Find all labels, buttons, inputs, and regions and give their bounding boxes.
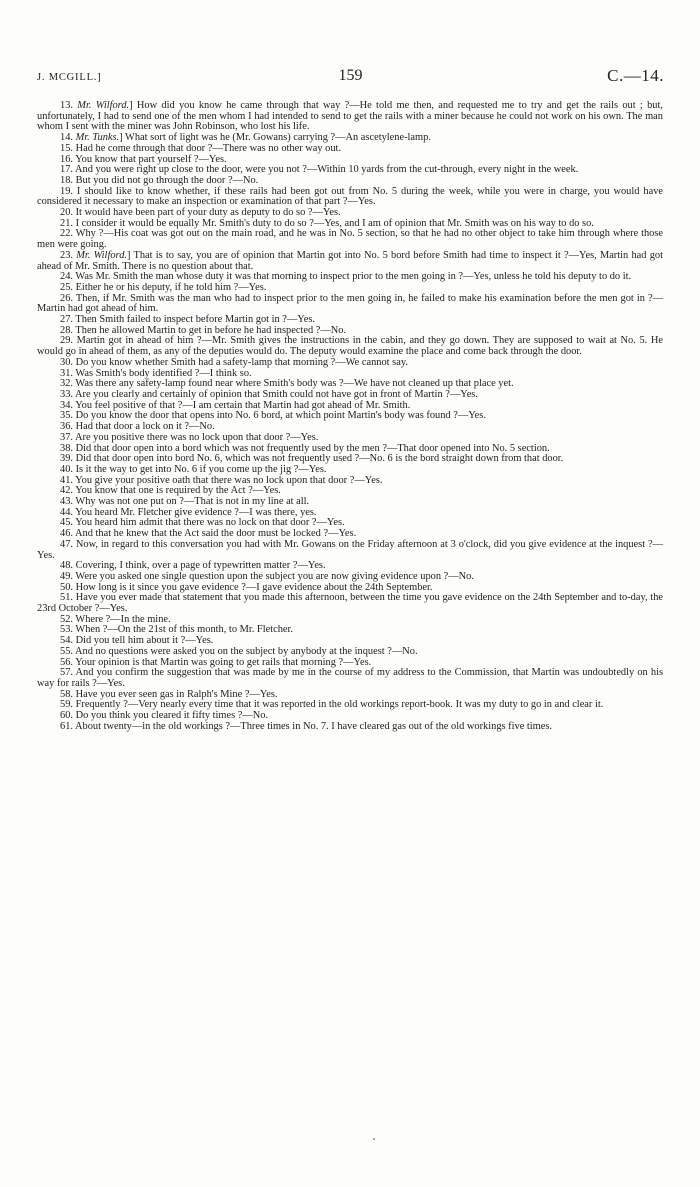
question-18: 18. But you did not go through the door ?—No. [60, 174, 259, 186]
document-reference: C.—14. [607, 66, 664, 85]
question-41: 41. You give your positive oath that there was no lock upon that door ?—Yes. [60, 474, 383, 486]
question-35: 35. Do you know the door that opens into No. 6 bord, at which point Martin's body was found ?—Yes. [60, 410, 486, 422]
question-32: 32. Was there any safety-lamp found near where Smith's body was ?—We have not cleaned up that place yet. [60, 378, 514, 390]
question-60: 60. Do you think you cleared it fifty times ?—No. [60, 710, 269, 722]
question-26: 26. Then, if Mr. Smith was the man who had to inspect prior to the men going in, he failed to make his examination before the men got in ?—Martin had got ahead of him. [37, 292, 663, 315]
question-13: 13. Mr. Wilford.] How did you know he came through that way ?—He told me then, and requested me to try and get the rails out ; but, unfortunately, I had to send one of the men whom I had intended to send to get the rails with a miner because he could not work on his own. The man whom I sent with the miner was John Robinson, who lost his life. [37, 100, 663, 133]
question-52: 52. Where ?—In the mine. [60, 613, 171, 625]
question-56: 56. Your opinion is that Martin was going to get rails that morning ?—Yes. [60, 656, 372, 668]
question-36: 36. Had that door a lock on it ?—No. [60, 421, 215, 433]
question-16: 16. You know that part yourself ?—Yes. [60, 153, 227, 165]
question-48: 48. Covering, I think, over a page of typewritten matter ?—Yes. [60, 560, 326, 572]
question-22: 22. Why ?—His coat was got out on the main road, and he was in No. 5 section, so that he had no other object to take him through where those men were going. [37, 228, 663, 251]
question-45: 45. You heard him admit that there was no lock on that door ?—Yes. [60, 517, 345, 529]
speaker-name: Mr. Wilford. [77, 100, 130, 111]
question-50: 50. How long is it since you gave evidence ?—I gave evidence about the 24th September. [60, 581, 433, 593]
question-34: 34. You feel positive of that ?—I am certain that Martin had got ahead of Mr. Smith. [60, 399, 411, 411]
question-24: 24. Was Mr. Smith the man whose duty it was that morning to inspect prior to the men going in ?—Yes, unless he told his deputy to do it. [60, 271, 632, 283]
question-27: 27. Then Smith failed to inspect before Martin got in ?—Yes. [60, 314, 316, 326]
question-17: 17. And you were right up close to the door, were you not ?—Within 10 yards from the cut-through, every night in the week. [60, 164, 579, 176]
question-14: 14. Mr. Tunks.] What sort of light was he (Mr. Gowans) carrying ?—An ascetylene-lamp. [60, 132, 431, 144]
question-33: 33. Are you clearly and certainly of opinion that Smith could not have got in front of Martin ?—Yes. [60, 388, 478, 400]
question-29: 29. Martin got in ahead of him ?—Mr. Smith gives the instructions in the cabin, and they go down. They are supposed to wait at No. 5. He would go in ahead of them, as any of the deputies would do. The deputy would examine the place and come back through the door. [37, 335, 663, 358]
question-46: 46. And that he knew that the Act said the door must be locked ?—Yes. [60, 528, 357, 540]
question-53: 53. When ?—On the 21st of this month, to Mr. Fletcher. [60, 624, 293, 636]
speaker-name: Mr. Tunks. [75, 132, 120, 144]
question-25: 25. Either he or his deputy, if he told him ?—Yes. [60, 281, 267, 293]
testimony-body [37, 101, 663, 732]
speaker-name: Mr. Wilford. [76, 249, 127, 261]
question-30: 30. Do you know whether Smith had a safety-lamp that morning ?—We cannot say. [60, 356, 408, 368]
question-51: 51. Have you ever made that statement that you made this afternoon, between the time you gave evidence on the 24th September and to-day, the 23rd October ?—Yes. [37, 592, 663, 615]
question-44: 44. You heard Mr. Fletcher give evidence ?—I was there, yes. [60, 506, 317, 518]
question-59: 59. Frequently ?—Very nearly every time that it was reported in the old workings report-book. It was my duty to go in and clear it. [60, 699, 604, 711]
question-20: 20. It would have been part of your duty as deputy to do so ?—Yes. [60, 207, 341, 219]
question-57: 57. And you confirm the suggestion that was made by me in the course of my address to the Commission, that Martin was undoubtedly on his way for rails ?—Yes. [37, 667, 663, 689]
question-61: 61. About twenty—in the old workings ?—Three times in No. 7. I have cleared gas out of the old workings five times. [60, 720, 553, 732]
question-39: 39. Did that door open into bord No. 6, which was not frequently used ?—No. 6 is the bord straight down from that door. [60, 453, 564, 465]
question-54: 54. Did you tell him about it ?—Yes. [60, 635, 214, 647]
question-58: 58. Have you ever seen gas in Ralph's Mine ?—Yes. [60, 688, 278, 700]
print-speck [373, 1138, 375, 1140]
question-49: 49. Were you asked one single question upon the subject you are now giving evidence upon ?—No. [60, 570, 474, 582]
question-31: 31. Was Smith's body identified ?—I think so. [60, 367, 252, 379]
question-37: 37. Are you positive there was no lock upon that door ?—Yes. [60, 431, 319, 443]
question-43: 43. Why was not one put on ?—That is not in my line at all. [60, 496, 310, 508]
question-21: 21. I consider it would be equally Mr. Smith's duty to do so ?—Yes, and I am of opinion that Mr. Smith was on his way to do so. [60, 217, 594, 229]
question-23: 23. Mr. Wilford.] That is to say, you are of opinion that Martin got into No. 5 bord before Smith had time to inspect it ?—Yes, Martin had got ahead of Mr. Smith. There is no question about that. [37, 249, 663, 272]
question-47: 47. Now, in regard to this conversation you had with Mr. Gowans on the Friday afternoon at 3 o'clock, did you give evidence at the inquest ?—Yes. [37, 538, 663, 561]
question-42: 42. You know that one is required by the Act ?—Yes. [60, 485, 281, 497]
question-15: 15. Had he come through that door ?—There was no other way out. [60, 142, 342, 154]
witness-name: J. MCGILL.] [37, 72, 102, 83]
question-19: 19. I should like to know whether, if these rails had been got out from No. 5 during the week, while you were in charge, you would have considered it necessary to make an inspection or examination of that part ?—Yes. [37, 185, 663, 208]
question-55: 55. And no questions were asked you on the subject by anybody at the inquest ?—No. [60, 645, 418, 657]
page-header [37, 66, 664, 90]
question-40: 40. Is it the way to get into No. 6 if you come up the jig ?—Yes. [60, 463, 327, 475]
page-number: 159 [338, 67, 363, 84]
question-38: 38. Did that door open into a bord which was not frequently used by the men ?—That door opened into No. 5 section. [60, 442, 550, 454]
question-28: 28. Then he allowed Martin to get in before he had inspected ?—No. [60, 324, 347, 336]
